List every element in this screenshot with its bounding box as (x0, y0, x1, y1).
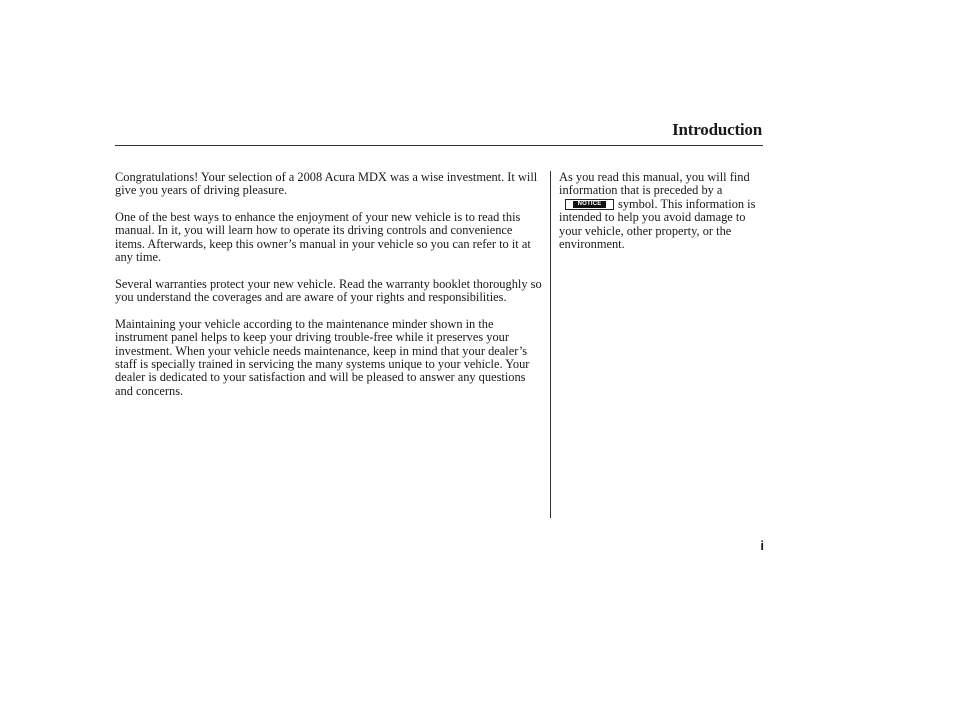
notice-symbol-label: NOTICE (573, 201, 606, 208)
paragraph-congratulations: Congratulations! Your selection of a 2008 Acura MDX was a wise investment. It will give you years of driving pleasure. (115, 170, 538, 198)
right-column (559, 171, 765, 251)
paragraph-warranties: Several warranties protect your new vehicle. Read the warranty booklet thoroughly so you understand the coverages and are aware of your rights and responsibilities. (115, 276, 542, 305)
notice-intro-text: As you read this manual, you will find information that is preceded by a (559, 170, 750, 198)
title-rule (115, 145, 763, 146)
page-title: Introduction (672, 120, 762, 139)
column-divider (550, 171, 551, 518)
left-column (115, 171, 543, 411)
page-number: i (760, 538, 764, 553)
notice-symbol-icon (565, 199, 614, 210)
paragraph-maintenance: Maintaining your vehicle according to the maintenance minder shown in the instrument panel helps to keep your driving trouble-free while it preserves your investment. When your vehicle needs maintenance, keep in mind that your dealer’s staff is specially trained in servicing the many systems unique to your vehicle. Your dealer is dedicated to your satisfaction and will be pleased to answer any questions and concerns. (115, 316, 530, 398)
notice-explanation-text: symbol. This information is intended to help you avoid damage to your vehicle, other property, or the environment. (559, 196, 756, 252)
paragraph-read-manual: One of the best ways to enhance the enjoyment of your new vehicle is to read this manual. In it, you will learn how to operate its driving controls and convenience items. Afterwards, keep this owner’s manual in your vehicle so you can refer to it at any time. (115, 210, 531, 265)
